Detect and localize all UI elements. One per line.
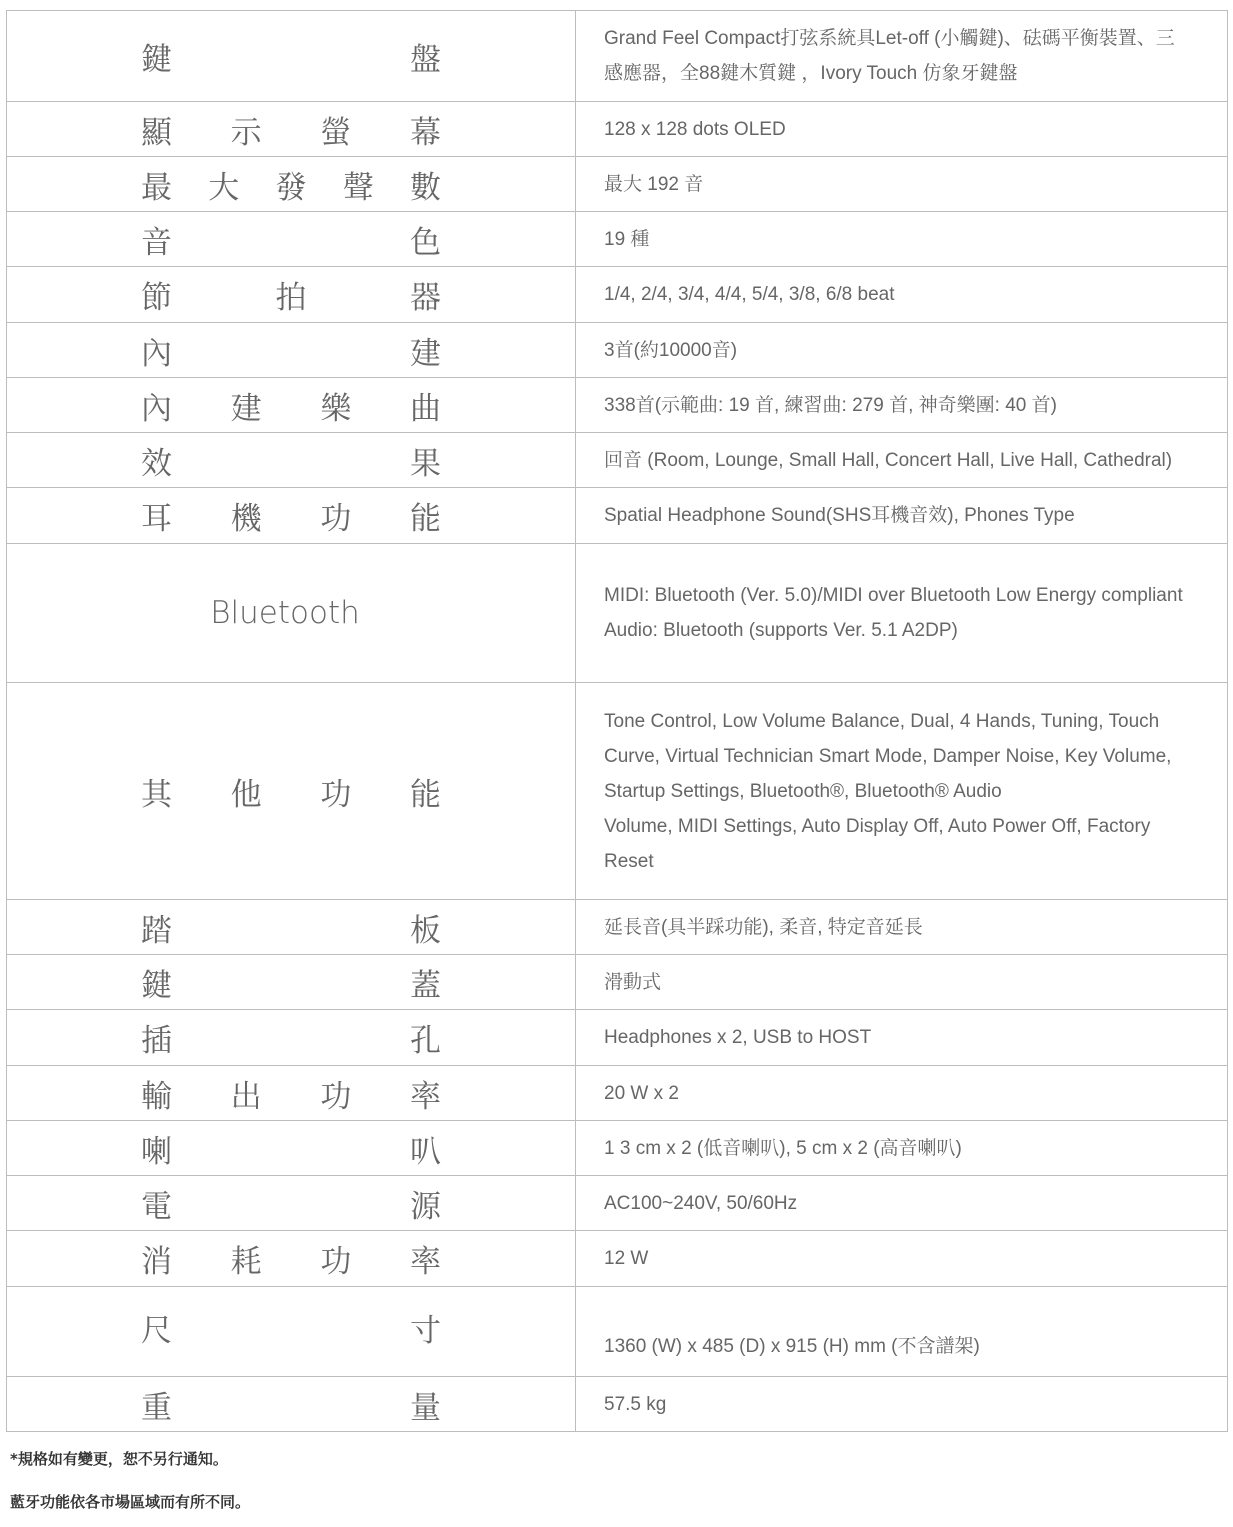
- spec-value-cell: [576, 378, 1228, 433]
- spec-value-line: 20 W x 2: [604, 1082, 679, 1104]
- spec-label-char: 顯: [141, 114, 172, 151]
- spec-label: [141, 1382, 441, 1427]
- spec-label-char: 能: [409, 776, 441, 813]
- spec-value-line: Curve, Virtual Technician Smart Mode, Damper Noise, Key Volume,: [604, 745, 1172, 767]
- spec-label-char: 寸: [410, 1313, 441, 1349]
- spec-label: [141, 438, 441, 483]
- spec-label-char: 大: [208, 169, 240, 206]
- spec-label: [141, 960, 441, 1005]
- spec-value-cell: [576, 433, 1228, 488]
- spec-label-char: 發: [275, 169, 307, 206]
- spec-value-line: 1 3 cm x 2 (低音喇叭), 5 cm x 2 (高音喇叭): [604, 1137, 962, 1159]
- spec-label-char: 果: [410, 445, 441, 482]
- spec-label-cell: [7, 267, 576, 323]
- spec-label-cell: [7, 212, 576, 267]
- spec-label-char: 消: [141, 1244, 172, 1280]
- spec-label-char: 功: [320, 776, 352, 813]
- spec-row-songs: [7, 378, 1228, 433]
- spec-value-line: 1360 (W) x 485 (D) x 915 (H) mm (不含譜架): [604, 1336, 980, 1357]
- spec-label: [141, 1126, 441, 1171]
- spec-value-line: 19 種: [604, 228, 650, 250]
- spec-label: [141, 34, 441, 79]
- spec-label: [141, 1305, 441, 1350]
- spec-label-char: Bluetooth: [210, 595, 360, 631]
- spec-label-char: 曲: [409, 390, 441, 427]
- spec-label-cell: [7, 1287, 576, 1377]
- spec-label-cell: [7, 488, 576, 544]
- spec-row-voices: [7, 212, 1228, 267]
- spec-value-line: Headphones x 2, USB to HOST: [604, 1027, 872, 1048]
- spec-label-char: 最: [141, 169, 172, 206]
- spec-row-headphone: [7, 488, 1228, 544]
- spec-label: [141, 272, 441, 317]
- spec-label-cell: [7, 1176, 576, 1231]
- spec-label-char: 幕: [409, 114, 441, 151]
- spec-value-line: Spatial Headphone Sound(SHS耳機音效), Phones Type: [604, 505, 1075, 526]
- spec-label: [141, 328, 441, 373]
- spec-label: [141, 383, 441, 428]
- spec-label: [141, 217, 441, 262]
- spec-label-char: 螢: [320, 114, 352, 151]
- spec-label-char: 盤: [410, 41, 441, 78]
- spec-row-metronome: [7, 267, 1228, 323]
- spec-label: [141, 769, 441, 814]
- spec-label-char: 節: [141, 280, 172, 316]
- spec-value-line: 338首(示範曲: 19 首, 練習曲: 279 首, 神奇樂團: 40 首): [604, 394, 1057, 416]
- spec-label: [1, 595, 569, 631]
- spec-label-cell: [7, 544, 576, 683]
- footnote-bluetooth-region: 藍牙功能依各市場區域而有所不同。: [10, 1493, 251, 1511]
- spec-row-keyboard: [7, 11, 1228, 102]
- spec-label-char: 板: [410, 912, 441, 949]
- spec-label-char: 功: [320, 1078, 352, 1115]
- spec-label-cell: [7, 1377, 576, 1432]
- spec-value-line: Audio: Bluetooth (supports Ver. 5.1 A2DP): [604, 620, 958, 641]
- footnote-spec-change: *規格如有變更，恕不另行通知。: [10, 1450, 228, 1468]
- spec-value-cell: [576, 683, 1228, 900]
- spec-label-char: 插: [141, 1023, 172, 1059]
- spec-label-char: 器: [410, 280, 441, 316]
- spec-label-cell: [7, 683, 576, 900]
- spec-label: [141, 1015, 441, 1060]
- spec-label-cell: [7, 1121, 576, 1176]
- spec-label-char: 建: [410, 335, 441, 372]
- spec-value-cell: [576, 1176, 1228, 1231]
- spec-row-weight: [7, 1377, 1228, 1432]
- spec-label-char: 音: [141, 224, 172, 261]
- spec-row-display: [7, 102, 1228, 157]
- spec-label-cell: [7, 1010, 576, 1066]
- spec-label: [141, 905, 441, 950]
- spec-label-char: 出: [230, 1078, 262, 1115]
- spec-value-line: MIDI: Bluetooth (Ver. 5.0)/MIDI over Bluetooth Low Energy compliant: [604, 585, 1183, 606]
- spec-value-line: 1/4, 2/4, 3/4, 4/4, 5/4, 3/8, 6/8 beat: [604, 284, 895, 305]
- spec-label-char: 內: [141, 390, 172, 427]
- spec-label: [141, 1236, 441, 1281]
- spec-value-line: 滑動式: [604, 971, 662, 993]
- spec-label-char: 量: [410, 1389, 441, 1426]
- spec-value-line: AC100~240V, 50/60Hz: [604, 1192, 798, 1214]
- spec-label-cell: [7, 157, 576, 212]
- spec-label-char: 輸: [141, 1078, 172, 1115]
- spec-label-char: 其: [141, 776, 172, 813]
- spec-label-char: 內: [141, 335, 172, 372]
- spec-row-bluetooth: [7, 544, 1228, 683]
- spec-row-key-cover: [7, 955, 1228, 1010]
- spec-label-char: 機: [230, 501, 262, 537]
- spec-label-char: 蓋: [410, 967, 441, 1004]
- spec-value-line: Volume, MIDI Settings, Auto Display Off, Auto Power Off, Factory: [604, 815, 1151, 837]
- spec-row-dimensions: [7, 1287, 1228, 1377]
- spec-label: [141, 1181, 441, 1226]
- spec-value-cell: [576, 488, 1228, 544]
- spec-label-char: 聲: [342, 169, 374, 206]
- spec-label-cell: [7, 11, 576, 102]
- spec-value-cell: [576, 955, 1228, 1010]
- spec-label-char: 尺: [141, 1313, 172, 1349]
- spec-value-cell: [576, 1010, 1228, 1066]
- spec-label-char: 喇: [141, 1133, 172, 1170]
- spec-row-power: [7, 1176, 1228, 1231]
- spec-row-pedals: [7, 900, 1228, 955]
- spec-label-char: 率: [409, 1078, 441, 1115]
- spec-value-cell: [576, 212, 1228, 267]
- spec-label-char: 色: [410, 224, 441, 261]
- spec-value-cell: [576, 102, 1228, 157]
- spec-label: [141, 493, 441, 538]
- spec-value-line: 延長音(具半踩功能), 柔音, 特定音延長: [604, 916, 923, 938]
- spec-value-cell: [576, 1066, 1228, 1121]
- spec-label: [141, 107, 441, 152]
- spec-label-char: 踏: [141, 912, 172, 949]
- spec-row-speakers: [7, 1121, 1228, 1176]
- spec-label-char: 樂: [320, 390, 352, 427]
- spec-label-cell: [7, 323, 576, 378]
- spec-label-cell: [7, 102, 576, 157]
- spec-value-cell: [576, 157, 1228, 212]
- spec-value-cell: [576, 1231, 1228, 1287]
- spec-label: [141, 162, 441, 207]
- spec-value-cell: [576, 1121, 1228, 1176]
- spec-label-char: 叭: [410, 1133, 441, 1170]
- spec-value-cell: [576, 267, 1228, 323]
- spec-label-char: 他: [230, 776, 262, 813]
- spec-value-line: Grand Feel Compact打弦系統具Let-off (小觸鍵)、砝碼平衡裝置、三: [604, 28, 1175, 49]
- spec-value-cell: [576, 900, 1228, 955]
- spec-label-char: 率: [409, 1244, 441, 1280]
- spec-value-line: 12 W: [604, 1248, 649, 1269]
- spec-label-char: 能: [409, 501, 441, 537]
- spec-label-char: 源: [410, 1188, 441, 1225]
- spec-label-char: 拍: [275, 280, 307, 316]
- spec-label-cell: [7, 1231, 576, 1287]
- spec-label-char: 數: [410, 169, 441, 206]
- spec-label-cell: [7, 1066, 576, 1121]
- spec-value-cell: [576, 11, 1228, 102]
- spec-label-char: 耳: [141, 501, 172, 537]
- spec-table: [6, 10, 1228, 1432]
- spec-row-jacks: [7, 1010, 1228, 1066]
- spec-value-line: 57.5 kg: [604, 1393, 667, 1415]
- spec-value-line: 128 x 128 dots OLED: [604, 118, 786, 140]
- spec-value-line: 感應器，全88鍵木質鍵 ，Ivory Touch 仿象牙鍵盤: [604, 63, 1018, 84]
- spec-row-polyphony: [7, 157, 1228, 212]
- spec-label-char: 重: [141, 1389, 172, 1426]
- spec-label-cell: [7, 955, 576, 1010]
- spec-label-char: 建: [230, 390, 262, 427]
- spec-value-line: 回音 (Room, Lounge, Small Hall, Concert Hall, Live Hall, Cathedral): [604, 449, 1173, 471]
- spec-value-cell: [576, 323, 1228, 378]
- spec-label-char: 孔: [410, 1023, 441, 1059]
- spec-label: [141, 1071, 441, 1116]
- spec-row-output-power: [7, 1066, 1228, 1121]
- spec-label-char: 功: [320, 501, 352, 537]
- spec-label-char: 示: [230, 114, 262, 151]
- spec-value-cell: [576, 1377, 1228, 1432]
- spec-label-char: 功: [320, 1244, 352, 1280]
- spec-label-char: 電: [141, 1188, 172, 1225]
- spec-value-line: Reset: [604, 850, 654, 872]
- spec-label-char: 鍵: [141, 41, 172, 78]
- spec-row-recorder: [7, 323, 1228, 378]
- spec-row-other-functions: [7, 683, 1228, 900]
- spec-value-cell: [576, 1287, 1228, 1377]
- spec-value-cell: [576, 544, 1228, 683]
- spec-value-line: 最大 192 音: [604, 173, 704, 195]
- spec-value-line: 3首(約10000音): [604, 339, 738, 361]
- spec-row-effects: [7, 433, 1228, 488]
- spec-label-cell: [7, 433, 576, 488]
- spec-label-char: 鍵: [141, 967, 172, 1004]
- spec-value-line: Tone Control, Low Volume Balance, Dual, 4 Hands, Tuning, Touch: [604, 710, 1160, 732]
- spec-label-cell: [7, 378, 576, 433]
- spec-label-char: 效: [141, 445, 172, 482]
- spec-label-char: 耗: [230, 1244, 262, 1280]
- spec-row-consumption: [7, 1231, 1228, 1287]
- spec-table-body: [7, 11, 1228, 1432]
- spec-value-line: Startup Settings, Bluetooth®, Bluetooth® Audio: [604, 780, 1002, 802]
- spec-label-cell: [7, 900, 576, 955]
